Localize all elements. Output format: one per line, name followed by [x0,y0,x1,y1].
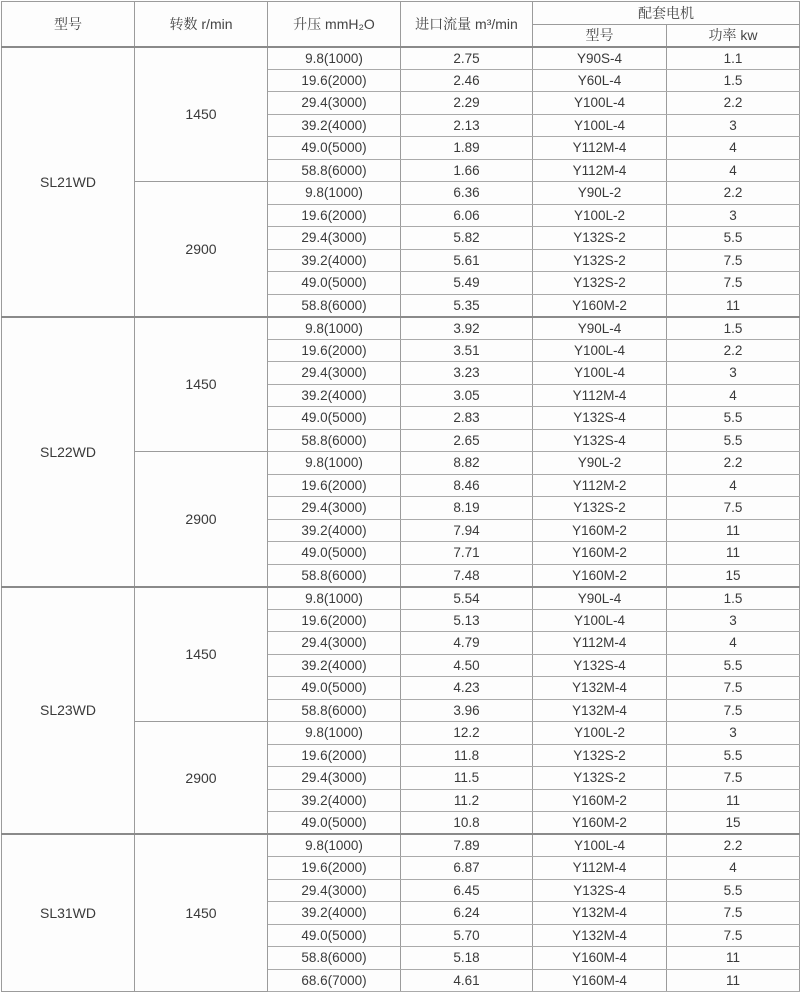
cell-speed: 1450 [135,587,268,722]
cell-flow: 3.51 [401,339,533,362]
cell-motor-model: Y160M-4 [533,969,667,992]
header-motor-power: 功率 kw [667,24,800,47]
cell-flow: 5.82 [401,227,533,250]
cell-motor-power: 2.2 [667,834,800,857]
table-row [2,317,800,340]
cell-flow: 7.71 [401,542,533,565]
header-motor-model: 型号 [533,24,667,47]
cell-motor-model: Y132M-4 [533,699,667,722]
cell-motor-power: 7.5 [667,249,800,272]
cell-pressure: 9.8(1000) [268,722,401,745]
cell-motor-power: 11 [667,969,800,992]
cell-motor-model: Y132M-4 [533,677,667,700]
header-speed: 转数 r/min [135,2,268,47]
cell-motor-model: Y160M-2 [533,789,667,812]
table-body [2,47,800,992]
cell-flow: 3.92 [401,317,533,340]
cell-pressure: 58.8(6000) [268,294,401,317]
cell-flow: 3.05 [401,384,533,407]
cell-motor-model: Y132S-2 [533,227,667,250]
cell-flow: 6.36 [401,182,533,205]
cell-flow: 2.13 [401,114,533,137]
cell-motor-model: Y160M-2 [533,542,667,565]
cell-flow: 1.89 [401,137,533,160]
cell-pressure: 29.4(3000) [268,632,401,655]
cell-motor-model: Y100L-4 [533,92,667,115]
cell-motor-power: 3 [667,204,800,227]
cell-pressure: 49.0(5000) [268,924,401,947]
cell-speed: 2900 [135,722,268,835]
cell-pressure: 49.0(5000) [268,542,401,565]
cell-motor-power: 4 [667,474,800,497]
table-row [2,47,800,70]
header-model: 型号 [2,2,135,47]
header-pressure: 升压 mmH₂O [268,2,401,47]
cell-motor-power: 7.5 [667,677,800,700]
cell-pressure: 9.8(1000) [268,47,401,70]
cell-pressure: 49.0(5000) [268,407,401,430]
cell-flow: 4.61 [401,969,533,992]
cell-motor-model: Y100L-4 [533,362,667,385]
cell-pressure: 29.4(3000) [268,497,401,520]
cell-pressure: 29.4(3000) [268,879,401,902]
cell-motor-power: 11 [667,947,800,970]
cell-motor-power: 3 [667,609,800,632]
header-flow: 进口流量 m³/min [401,2,533,47]
cell-motor-model: Y112M-4 [533,632,667,655]
cell-model: SL21WD [2,47,135,317]
cell-speed: 2900 [135,452,268,587]
cell-pressure: 49.0(5000) [268,677,401,700]
cell-flow: 7.94 [401,519,533,542]
cell-motor-model: Y90L-4 [533,587,667,610]
cell-pressure: 58.8(6000) [268,159,401,182]
cell-flow: 5.49 [401,272,533,295]
cell-motor-model: Y112M-4 [533,384,667,407]
cell-flow: 4.50 [401,654,533,677]
cell-motor-model: Y112M-4 [533,857,667,880]
cell-motor-power: 7.5 [667,902,800,925]
cell-pressure: 29.4(3000) [268,227,401,250]
cell-flow: 6.45 [401,879,533,902]
cell-pressure: 9.8(1000) [268,182,401,205]
cell-pressure: 39.2(4000) [268,384,401,407]
cell-flow: 2.65 [401,429,533,452]
cell-flow: 11.2 [401,789,533,812]
cell-motor-power: 2.2 [667,452,800,475]
cell-motor-power: 3 [667,362,800,385]
cell-motor-model: Y132M-4 [533,924,667,947]
cell-motor-model: Y90S-4 [533,47,667,70]
cell-motor-model: Y160M-2 [533,294,667,317]
header-row-1 [2,2,800,25]
cell-pressure: 19.6(2000) [268,69,401,92]
cell-motor-model: Y100L-2 [533,722,667,745]
cell-motor-power: 7.5 [667,767,800,790]
cell-flow: 3.23 [401,362,533,385]
cell-motor-model: Y160M-4 [533,947,667,970]
cell-motor-power: 4 [667,384,800,407]
cell-motor-model: Y100L-4 [533,339,667,362]
cell-motor-power: 5.5 [667,654,800,677]
cell-motor-model: Y132S-4 [533,407,667,430]
cell-flow: 6.06 [401,204,533,227]
cell-motor-model: Y112M-4 [533,159,667,182]
cell-motor-model: Y132S-2 [533,744,667,767]
cell-motor-model: Y112M-2 [533,474,667,497]
table-header [2,2,800,47]
cell-motor-model: Y112M-4 [533,137,667,160]
cell-flow: 4.79 [401,632,533,655]
cell-motor-power: 2.2 [667,92,800,115]
cell-motor-model: Y132S-2 [533,249,667,272]
cell-motor-power: 5.5 [667,407,800,430]
cell-flow: 3.96 [401,699,533,722]
cell-pressure: 19.6(2000) [268,474,401,497]
cell-motor-power: 1.1 [667,47,800,70]
cell-flow: 2.83 [401,407,533,430]
cell-motor-model: Y132S-2 [533,272,667,295]
cell-motor-power: 11 [667,542,800,565]
cell-motor-model: Y160M-2 [533,564,667,587]
cell-motor-power: 15 [667,564,800,587]
cell-motor-power: 11 [667,519,800,542]
cell-motor-model: Y160M-2 [533,519,667,542]
cell-pressure: 19.6(2000) [268,609,401,632]
cell-pressure: 9.8(1000) [268,452,401,475]
cell-pressure: 39.2(4000) [268,519,401,542]
cell-pressure: 19.6(2000) [268,744,401,767]
cell-flow: 11.8 [401,744,533,767]
header-motor-group: 配套电机 [533,2,800,25]
cell-flow: 6.24 [401,902,533,925]
cell-pressure: 39.2(4000) [268,654,401,677]
cell-flow: 11.5 [401,767,533,790]
cell-motor-model: Y160M-2 [533,812,667,835]
cell-pressure: 29.4(3000) [268,767,401,790]
cell-motor-model: Y132S-4 [533,654,667,677]
cell-motor-power: 1.5 [667,587,800,610]
cell-pressure: 39.2(4000) [268,114,401,137]
cell-motor-power: 2.2 [667,339,800,362]
cell-motor-power: 5.5 [667,879,800,902]
cell-motor-power: 4 [667,159,800,182]
cell-motor-power: 5.5 [667,227,800,250]
cell-model: SL22WD [2,317,135,587]
cell-model: SL23WD [2,587,135,835]
cell-flow: 2.46 [401,69,533,92]
cell-motor-model: Y100L-2 [533,204,667,227]
cell-speed: 2900 [135,182,268,317]
cell-flow: 7.48 [401,564,533,587]
cell-flow: 5.70 [401,924,533,947]
cell-pressure: 68.6(7000) [268,969,401,992]
cell-speed: 1450 [135,317,268,452]
cell-motor-model: Y100L-4 [533,114,667,137]
cell-motor-power: 4 [667,857,800,880]
cell-pressure: 9.8(1000) [268,587,401,610]
cell-motor-power: 7.5 [667,924,800,947]
cell-flow: 10.8 [401,812,533,835]
cell-motor-power: 7.5 [667,699,800,722]
cell-motor-model: Y132S-4 [533,879,667,902]
cell-pressure: 39.2(4000) [268,902,401,925]
cell-pressure: 58.8(6000) [268,429,401,452]
cell-motor-power: 3 [667,114,800,137]
cell-motor-model: Y132M-4 [533,902,667,925]
cell-flow: 8.82 [401,452,533,475]
cell-pressure: 39.2(4000) [268,789,401,812]
cell-pressure: 19.6(2000) [268,857,401,880]
cell-pressure: 49.0(5000) [268,272,401,295]
cell-pressure: 9.8(1000) [268,317,401,340]
cell-flow: 4.23 [401,677,533,700]
cell-pressure: 39.2(4000) [268,249,401,272]
cell-flow: 5.35 [401,294,533,317]
cell-pressure: 58.8(6000) [268,564,401,587]
cell-flow: 7.89 [401,834,533,857]
cell-pressure: 29.4(3000) [268,362,401,385]
cell-flow: 5.18 [401,947,533,970]
cell-flow: 12.2 [401,722,533,745]
table-row [2,587,800,610]
cell-motor-power: 1.5 [667,317,800,340]
cell-motor-power: 4 [667,632,800,655]
cell-motor-model: Y100L-4 [533,834,667,857]
cell-flow: 5.61 [401,249,533,272]
cell-flow: 2.29 [401,92,533,115]
cell-motor-power: 4 [667,137,800,160]
cell-pressure: 29.4(3000) [268,92,401,115]
cell-motor-power: 7.5 [667,272,800,295]
cell-flow: 8.46 [401,474,533,497]
cell-motor-model: Y132S-4 [533,429,667,452]
cell-motor-power: 1.5 [667,69,800,92]
cell-motor-model: Y100L-4 [533,609,667,632]
cell-pressure: 49.0(5000) [268,812,401,835]
cell-motor-power: 2.2 [667,182,800,205]
cell-motor-model: Y90L-2 [533,452,667,475]
cell-pressure: 19.6(2000) [268,204,401,227]
cell-motor-model: Y90L-4 [533,317,667,340]
cell-motor-power: 11 [667,294,800,317]
cell-speed: 1450 [135,47,268,182]
cell-speed: 1450 [135,834,268,992]
cell-pressure: 49.0(5000) [268,137,401,160]
cell-motor-power: 7.5 [667,497,800,520]
cell-motor-power: 5.5 [667,744,800,767]
cell-motor-model: Y132S-2 [533,767,667,790]
cell-motor-power: 5.5 [667,429,800,452]
cell-motor-power: 3 [667,722,800,745]
cell-motor-model: Y60L-4 [533,69,667,92]
cell-motor-model: Y132S-2 [533,497,667,520]
cell-motor-model: Y90L-2 [533,182,667,205]
blower-spec-table [1,1,800,992]
cell-flow: 6.87 [401,857,533,880]
cell-pressure: 19.6(2000) [268,339,401,362]
cell-flow: 8.19 [401,497,533,520]
cell-flow: 5.13 [401,609,533,632]
cell-flow: 2.75 [401,47,533,70]
cell-flow: 5.54 [401,587,533,610]
cell-model: SL31WD [2,834,135,992]
cell-pressure: 58.8(6000) [268,699,401,722]
cell-flow: 1.66 [401,159,533,182]
table-row [2,834,800,857]
cell-pressure: 9.8(1000) [268,834,401,857]
cell-motor-power: 11 [667,789,800,812]
cell-motor-power: 15 [667,812,800,835]
cell-pressure: 58.8(6000) [268,947,401,970]
